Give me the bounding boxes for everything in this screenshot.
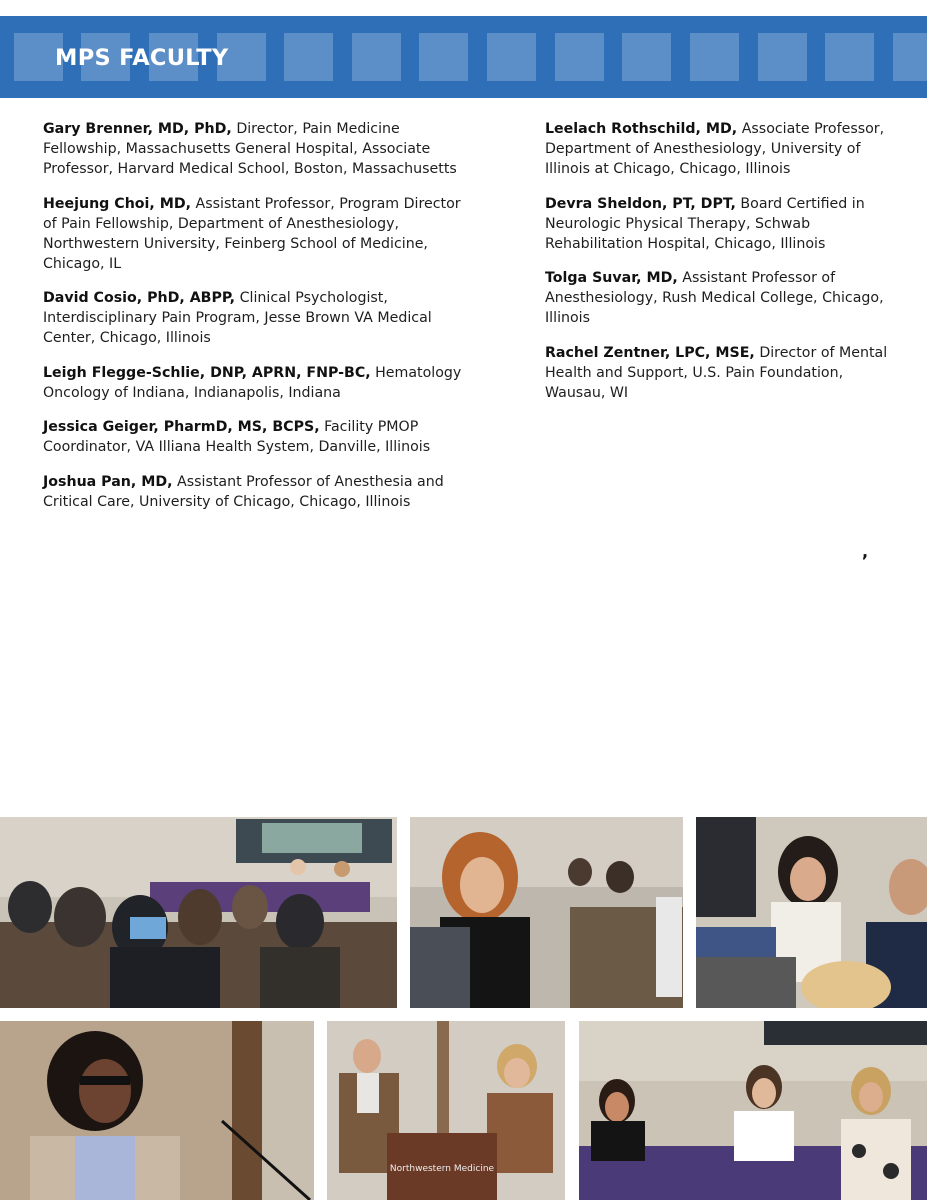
faculty-entry <box>545 268 890 328</box>
faculty-name: Jessica Geiger, PharmD, MS, BCPS, <box>43 419 320 435</box>
faculty-name: Gary Brenner, MD, PhD, <box>43 121 232 137</box>
faculty-name: Joshua Pan, MD, <box>43 473 173 490</box>
faculty-description: Director of Mental Health and Support, U.S. Pain Foundation, Wausau, WI <box>545 344 888 401</box>
photo-podium-speakers <box>327 1021 565 1200</box>
stray-comma: , <box>862 542 869 561</box>
faculty-description: Associate Professor, Department of Anesthesiology, University of Illinois at Chicago, Chicago, Illinois <box>545 121 885 177</box>
faculty-column-left <box>43 119 478 526</box>
faculty-column-right <box>545 119 890 417</box>
faculty-description: Clinical Psychologist, Interdisciplinary Pain Program, Jesse Brown VA Medical Center, Chicago, Illinois <box>43 290 432 346</box>
faculty-entry <box>43 119 478 179</box>
faculty-description: Director, Pain Medicine Fellowship, Massachusetts General Hospital, Associate Professor, Harvard Medical School, Boston, Massachusetts <box>43 121 457 177</box>
faculty-entry <box>43 194 478 274</box>
faculty-description: Assistant Professor, Program Director of Pain Fellowship, Department of Anesthesiology, Northwestern University, Feinberg School of Medicine, Chicago, IL <box>43 195 461 272</box>
faculty-entry <box>43 288 478 348</box>
faculty-name: Leelach Rothschild, MD, <box>545 121 738 137</box>
faculty-description: Assistant Professor of Anesthesiology, Rush Medical College, Chicago, Illinois <box>545 270 884 326</box>
photo-panel-discussion <box>579 1021 927 1200</box>
faculty-entry <box>43 363 478 403</box>
photo-conference-room <box>0 817 397 1008</box>
podium-sign: Northwestern Medicine <box>389 1164 495 1174</box>
faculty-name: David Cosio, PhD, ABPP, <box>43 290 236 306</box>
faculty-name: Leigh Flegge-Schlie, DNP, APRN, FNP-BC, <box>43 364 371 381</box>
faculty-entry <box>43 472 478 512</box>
faculty-name: Rachel Zentner, LPC, MSE, <box>545 344 755 361</box>
faculty-description: Facility PMOP Coordinator, VA Illiana Health System, Danville, Illinois <box>43 419 431 455</box>
photo-attendee-listening <box>410 817 683 1008</box>
faculty-description: Assistant Professor of Anesthesia and Critical Care, University of Chicago, Chicago, Illinois <box>43 473 444 510</box>
faculty-description: Board Certified in Neurologic Physical Therapy, Schwab Rehabilitation Hospital, Chicago, Illinois <box>545 195 865 252</box>
faculty-name: Devra Sheldon, PT, DPT, <box>545 195 736 212</box>
faculty-entry <box>43 417 478 457</box>
page-title: MPS FACULTY <box>55 45 229 71</box>
faculty-name: Heejung Choi, MD, <box>43 195 192 212</box>
photo-speaker-woman <box>0 1021 314 1200</box>
faculty-name: Tolga Suvar, MD, <box>545 270 678 286</box>
faculty-entry <box>545 119 890 179</box>
header-banner <box>0 16 927 98</box>
faculty-entry <box>545 343 890 403</box>
faculty-entry <box>545 194 890 254</box>
photo-attendees-discussion <box>696 817 927 1008</box>
faculty-description: Hematology Oncology of Indiana, Indianapolis, Indiana <box>43 364 462 401</box>
